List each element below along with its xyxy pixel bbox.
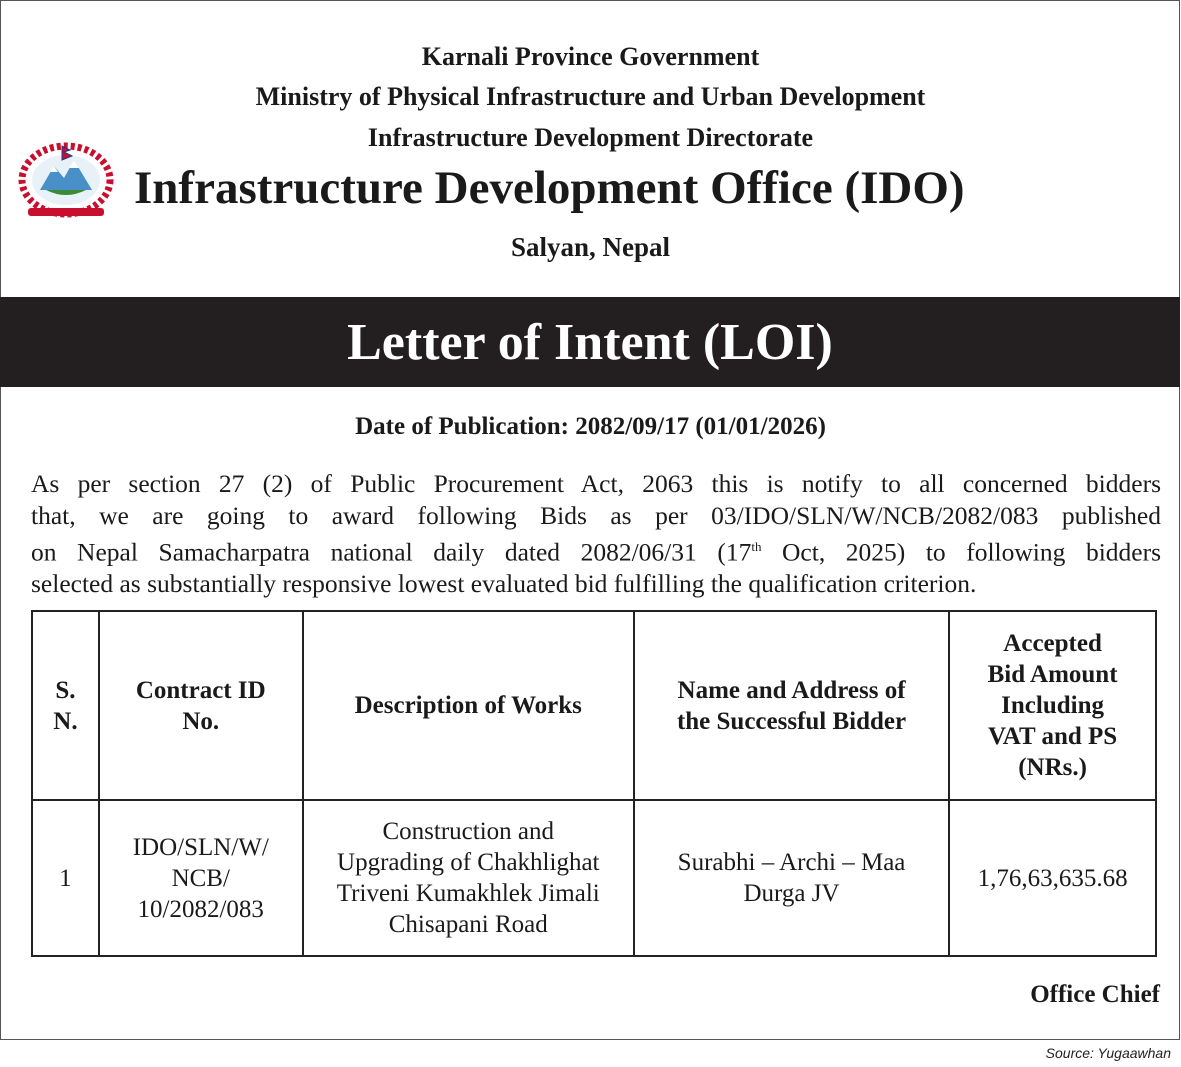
table-row bbox=[32, 800, 1156, 956]
body-line: that, we are going to award following Bids as per 03/IDO/SLN/W/NCB/2082/083 published bbox=[31, 500, 1161, 530]
directorate-heading: Infrastructure Development Directorate bbox=[367, 123, 814, 152]
publication-date: Date of Publication: 2082/09/17 (01/01/2026) bbox=[355, 413, 826, 440]
office-name: Infrastructure Development Office (IDO) bbox=[134, 162, 965, 214]
body-line: As per section 27 (2) of Public Procurement Act, 2063 this is notify to all concerned bidders bbox=[31, 469, 1161, 498]
cell-serial-number: 1 bbox=[32, 800, 99, 956]
header-bid-amount: Accepted Bid Amount Including VAT and PS (NRs.) bbox=[949, 611, 1156, 800]
province-government-heading: Karnali Province Government bbox=[421, 42, 760, 71]
ministry-heading: Ministry of Physical Infrastructure and Urban Development bbox=[255, 82, 926, 111]
award-table bbox=[31, 610, 1157, 957]
cell-description: Construction and Upgrading of Chakhlighat Triveni Kumakhlek Jimali Chisapani Road bbox=[303, 800, 634, 956]
notice-body bbox=[31, 468, 1161, 600]
cell-contract-id: IDO/SLN/W/ NCB/ 10/2082/083 bbox=[99, 800, 303, 956]
cell-bidder: Surabhi – Archi – Maa Durga JV bbox=[634, 800, 949, 956]
body-line: selected as substantially responsive lowest evaluated bid fulfilling the qualification criterion. bbox=[31, 569, 977, 598]
header-contract-id: Contract ID No. bbox=[99, 611, 303, 800]
body-line: on Nepal Samacharpatra national daily dated 2082/06/31 (17th Oct, 2025) to following bidders bbox=[31, 537, 1162, 567]
office-location: Salyan, Nepal bbox=[510, 232, 671, 262]
header-bidder: Name and Address of the Successful Bidder bbox=[634, 611, 949, 800]
cell-bid-amount: 1,76,63,635.68 bbox=[949, 800, 1156, 956]
header-serial-number: S. N. bbox=[32, 611, 99, 800]
header-description: Description of Works bbox=[303, 611, 634, 800]
title-band bbox=[0, 297, 1180, 387]
source-credit: Source: Yugaawhan bbox=[1045, 1045, 1171, 1061]
page-title: Letter of Intent (LOI) bbox=[347, 313, 833, 371]
table-header-row bbox=[32, 611, 1156, 800]
signatory: Office Chief bbox=[1030, 981, 1160, 1008]
